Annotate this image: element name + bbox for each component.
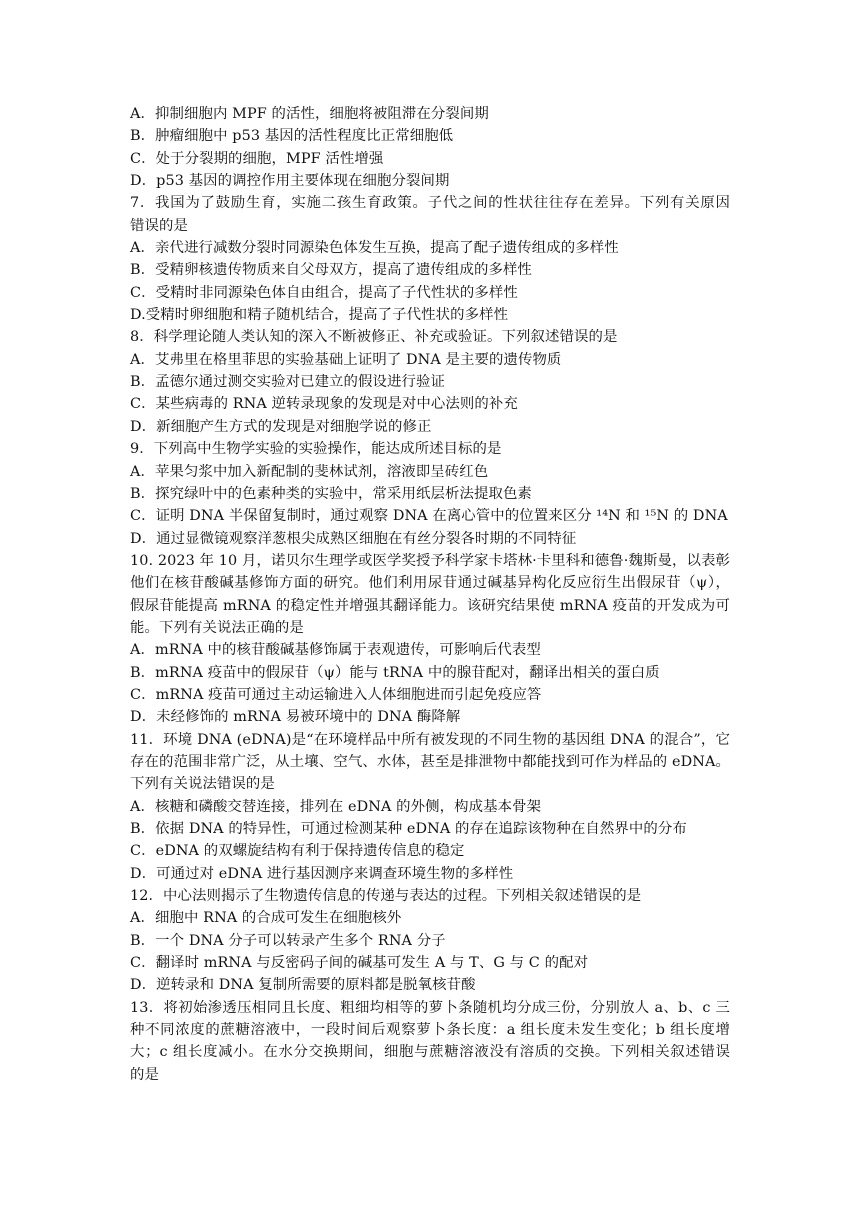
option-line: C．某些病毒的 RNA 逆转录现象的发现是对中心法则的补充 — [130, 396, 518, 413]
question-text — [130, 103, 730, 1086]
question-10-stem-cont: 假尿苷能提高 mRNA 的稳定性并增强其翻译能力。该研究结果使 mRNA 疫苗的开发成为可 — [130, 597, 730, 614]
question-13-stem-cont: 的是 — [130, 1066, 159, 1083]
option-line: B．肿瘤细胞中 p53 基因的活性程度比正常细胞低 — [130, 128, 454, 145]
option-line: B．一个 DNA 分子可以转录产生多个 RNA 分子 — [130, 932, 446, 949]
option-line: C．mRNA 疫苗可通过主动运输进入人体细胞进而引起免疫应答 — [130, 686, 542, 703]
option-line: D．可通过对 eDNA 进行基因测序来调查环境生物的多样性 — [130, 865, 514, 882]
question-7-stem-cont: 错误的是 — [130, 217, 188, 234]
question-12-stem: 12．中心法则揭示了生物遗传信息的传递与表达的过程。下列相关叙述错误的是 — [130, 888, 642, 905]
question-10-stem-cont: 他们在核苷酸碱基修饰方面的研究。他们利用尿苷通过碱基异构化反应衍生出假尿苷（ψ）， — [130, 575, 730, 592]
option-line: D．通过显微镜观察洋葱根尖成熟区细胞在有丝分裂各时期的不同特征 — [130, 530, 577, 547]
question-11-stem-cont: 下列有关说法错误的是 — [130, 776, 275, 793]
question-7-stem: 7．我国为了鼓励生育，实施二孩生育政策。子代之间的性状往往存在差异。下列有关原因 — [130, 195, 730, 212]
option-line: A．苹果匀浆中加入新配制的斐林试剂，溶液即呈砖红色 — [130, 463, 489, 480]
question-11-stem: 11．环境 DNA (eDNA)是“在环境样品中所有被发现的不同生物的基因组 DNA 的混合”，它 — [130, 731, 730, 748]
option-line: A．mRNA 中的核苷酸碱基修饰属于表观遗传，可影响后代表型 — [130, 642, 541, 659]
option-line: D．逆转录和 DNA 复制所需要的原料都是脱氧核苷酸 — [130, 977, 476, 994]
option-line: B．mRNA 疫苗中的假尿苷（ψ）能与 tRNA 中的腺苷配对，翻译出相关的蛋白质 — [130, 664, 660, 681]
question-10-stem: 10. 2023 年 10 月，诺贝尔生理学或医学奖授予科学家卡塔林·卡里科和德鲁·魏斯曼，以表彰 — [130, 552, 730, 569]
option-line: C．受精时非同源染色体自由组合，提高了子代性状的多样性 — [130, 284, 518, 301]
option-line: D．未经修饰的 mRNA 易被环境中的 DNA 酶降解 — [130, 709, 461, 726]
option-line: B．探究绿叶中的色素种类的实验中，常采用纸层析法提取色素 — [130, 485, 532, 502]
option-line: A．亲代进行减数分裂时同源染色体发生互换，提高了配子遗传组成的多样性 — [130, 240, 619, 257]
question-8-stem: 8．科学理论随人类认知的深入不断被修正、补充或验证。下列叙述错误的是 — [130, 329, 618, 346]
question-13-stem-cont: 种不同浓度的蔗糖溶液中，一段时间后观察萝卜条长度：a 组长度未发生变化；b 组长度增 — [130, 1022, 730, 1039]
option-line: B．孟德尔通过测交实验对已建立的假设进行验证 — [130, 374, 445, 391]
option-line: B．依据 DNA 的特异性，可通过检测某种 eDNA 的存在追踪该物种在自然界中的分布 — [130, 821, 687, 837]
question-13-stem: 13．将初始渗透压相同且长度、粗细均相等的萝卜条随机均分成三份，分别放人 a、b、c 三 — [130, 999, 730, 1016]
option-line: A．艾弗里在格里菲思的实验基础上证明了 DNA 是主要的遗传物质 — [130, 351, 562, 368]
option-line: D.受精时卵细胞和精子随机结合，提高了子代性状的多样性 — [130, 307, 509, 324]
option-line: D．新细胞产生方式的发现是对细胞学说的修正 — [130, 418, 432, 435]
option-line: B．受精卵核遗传物质来自父母双方，提高了遗传组成的多样性 — [130, 262, 532, 279]
question-13-stem-cont: 大；c 组长度减小。在水分交换期间，细胞与蔗糖溶液没有溶质的交换。下列相关叙述错误 — [130, 1044, 730, 1061]
option-line: C．处于分裂期的细胞，MPF 活性增强 — [130, 150, 384, 167]
option-line: A．核糖和磷酸交替连接，排列在 eDNA 的外侧，构成基本骨架 — [130, 798, 542, 815]
option-line: C．证明 DNA 半保留复制时，通过观察 DNA 在离心管中的位置来区分 ¹⁴N 和 ¹⁵N 的 DNA — [130, 508, 728, 525]
option-line: C．eDNA 的双螺旋结构有利于保持遗传信息的稳定 — [130, 843, 465, 860]
option-line: C．翻译时 mRNA 与反密码子间的碱基可发生 A 与 T、G 与 C 的配对 — [130, 955, 589, 972]
question-10-stem-cont: 能。下列有关说法正确的是 — [130, 619, 304, 636]
question-9-stem: 9．下列高中生物学实验的实验操作，能达成所述目标的是 — [130, 441, 502, 458]
option-line: A．细胞中 RNA 的合成可发生在细胞核外 — [130, 910, 402, 927]
option-line: A．抑制细胞内 MPF 的活性，细胞将被阻滞在分裂间期 — [130, 106, 489, 122]
option-line: D．p53 基因的调控作用主要体现在细胞分裂间期 — [130, 173, 450, 190]
question-11-stem-cont: 存在的范围非常广泛，从土壤、空气、水体，甚至是排泄物中都能找到可作为样品的 eDNA。 — [130, 753, 730, 770]
